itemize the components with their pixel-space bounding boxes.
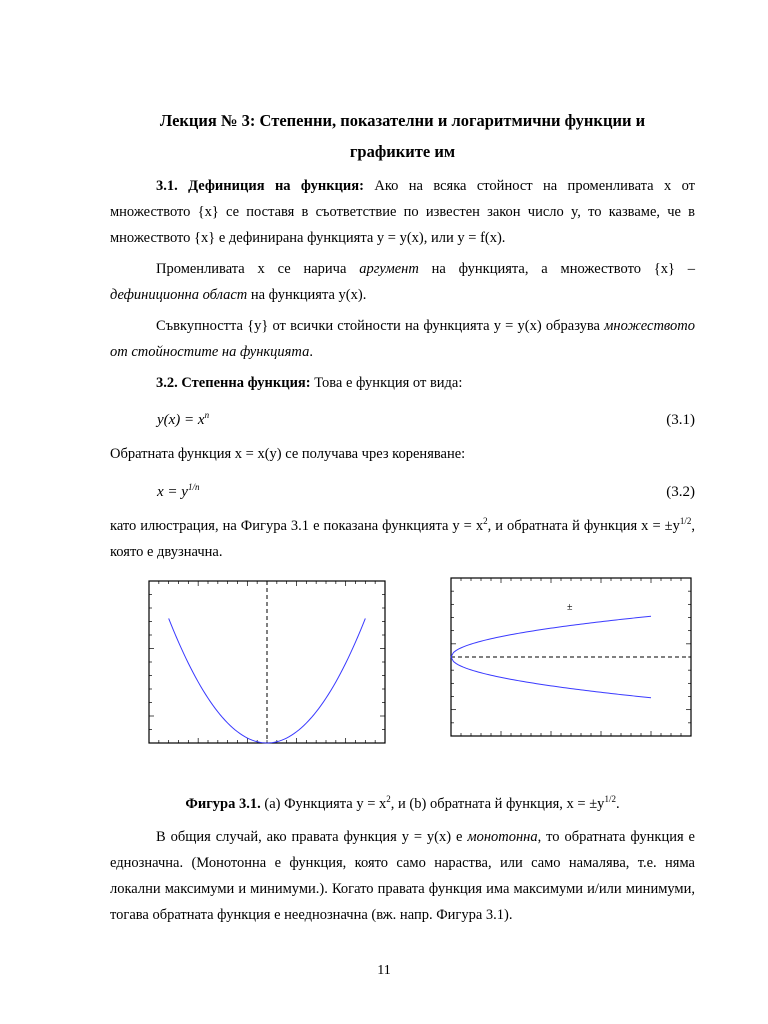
section-3-1-paragraph bbox=[110, 173, 695, 251]
illustration-text-1: като илюстрация, на Фигура 3.1 е показана функцията y = x bbox=[110, 518, 484, 534]
section-3-1-heading: 3.1. Дефиниция на функция: bbox=[156, 178, 364, 194]
page-number: 11 bbox=[377, 963, 391, 978]
general-text-2: , то обратната функция е еднозначна. (Монотонна е функция, която само нараства, или само намалява, т.е. няма локални максимуми и минимуми.). Когато правата функция има максимуми и/или минимуми, тогава обратната функция е нееднозначна (вж. напр. Фигура 3.1). bbox=[110, 829, 695, 923]
section-3-2-text: Това е функция от вида: bbox=[314, 375, 463, 391]
illustration-sup-2: 1/2 bbox=[679, 516, 692, 526]
figure-a-parabola-plot bbox=[147, 579, 387, 745]
argument-text-2: на функцията, а множеството {x} – bbox=[418, 261, 696, 277]
figure-b-upper-branch bbox=[451, 616, 651, 657]
figure-caption-text-2: , и (b) обратната й функция, x = ±y bbox=[390, 796, 605, 812]
equation-3-1-exponent: n bbox=[204, 410, 210, 420]
argument-text-1: Променливата x се нарича bbox=[156, 261, 360, 277]
figure-caption-text-3: . bbox=[615, 796, 620, 812]
figure-caption-label: Фигура 3.1. bbox=[185, 796, 261, 812]
figure-caption-text-1: (a) Функцията y = x bbox=[260, 796, 387, 812]
argument-text-3: на функцията y(x). bbox=[247, 287, 367, 303]
general-case-paragraph bbox=[110, 824, 695, 928]
equation-3-1 bbox=[157, 410, 695, 430]
figure-caption-sup-1: 2 bbox=[386, 794, 391, 804]
figure-b-sqrt-plot bbox=[449, 576, 693, 738]
equation-3-1-number: (3.1) bbox=[666, 412, 695, 428]
illustration-text-3: , която е двузначна. bbox=[110, 518, 695, 560]
equation-3-2-exponent: 1/n bbox=[187, 482, 200, 492]
illustration-text-2: , и обратната й функция x = ±y bbox=[487, 518, 680, 534]
monotonic-term: монотонна bbox=[467, 829, 538, 845]
range-paragraph bbox=[110, 313, 695, 365]
lecture-title-line1: Лекция № 3: Степенни, показателни и логаритмични функции и bbox=[159, 111, 646, 130]
figure-b-lower-branch bbox=[451, 657, 651, 698]
general-text-1: В общия случай, ако правата функция y = y(x) е bbox=[156, 829, 468, 845]
equation-3-2-lhs: x = y bbox=[157, 484, 188, 500]
argument-term: аргумент bbox=[359, 261, 419, 277]
section-3-2-paragraph bbox=[110, 370, 695, 396]
range-text-1: Съвкупността {y} от всички стойности на функцията y = y(x) образува bbox=[156, 318, 605, 334]
equation-3-1-lhs: y(x) = x bbox=[157, 412, 205, 428]
section-3-1-text: Ако на всяка стойност на променливата x от множеството {x} се поставя в съответствие по известен закон число y, то казваме, че в множеството {x} е дефинирана функцията y = y(x), или y = f(x). bbox=[110, 178, 695, 246]
figure-caption bbox=[110, 794, 695, 814]
equation-3-2 bbox=[157, 482, 695, 502]
range-term: множеството от стойностите на функцията bbox=[110, 318, 695, 360]
range-text-2: . bbox=[309, 344, 313, 360]
illustration-paragraph bbox=[110, 513, 695, 565]
lecture-title-line2: графиките им bbox=[349, 142, 456, 161]
figure-b-plusminus-label: ± bbox=[567, 602, 573, 613]
illustration-sup-1: 2 bbox=[483, 516, 488, 526]
argument-paragraph bbox=[110, 256, 695, 308]
equation-3-2-number: (3.2) bbox=[666, 484, 695, 500]
inverse-intro-paragraph: Обратната функция x = x(y) се получава чрез кореняване: bbox=[110, 446, 466, 462]
section-3-2-heading: 3.2. Степенна функция: bbox=[156, 375, 311, 391]
figure-caption-sup-2: 1/2 bbox=[604, 794, 616, 804]
domain-term: дефиниционна област bbox=[110, 287, 248, 303]
